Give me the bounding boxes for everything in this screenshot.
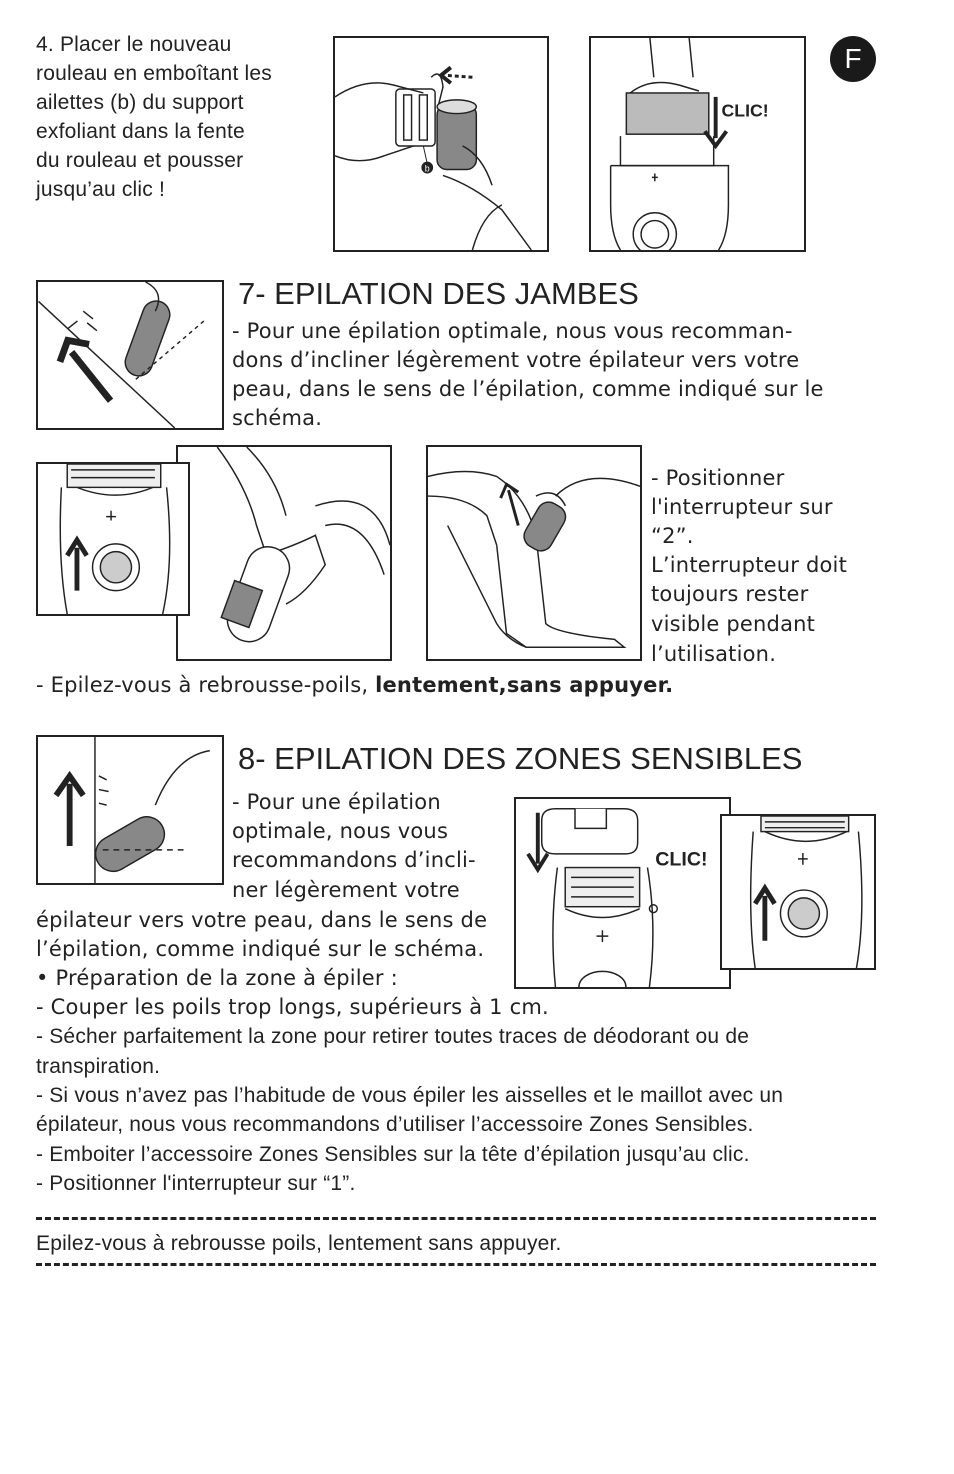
divider-bottom [36,1263,876,1266]
switch-up-illustration-2 [720,814,876,970]
text-line: épilateur vers votre peau, dans le sens de [36,908,488,932]
text-line: - Emboiter l’accessoire Zones Sensibles sur la tête d’épilation jusqu’au clic. [36,1143,750,1166]
text-line: transpiration. [36,1055,161,1078]
text-line: du rouleau et pousser [36,149,244,172]
text-line: l'interrupteur sur [651,495,833,519]
text-line: exfoliant dans la fente [36,120,245,143]
text-line: dons d’incliner légèrement votre épilateur vers votre [232,348,800,372]
text-line: - Pour une épilation optimale, nous vous recomman- [232,319,793,343]
slow-prefix: - Epilez-vous à rebrousse-poils, [36,673,376,697]
text-line: - Pour une épilation [232,790,441,814]
text-line: schéma. [232,406,323,430]
slow-bold: lentement,sans appuyer. [375,673,674,697]
divider-top [36,1217,876,1220]
text-line: l’épilation, comme indiqué sur le schéma. [36,937,485,961]
text-line: “2”. [651,524,694,548]
section7-slow-instruction [36,671,673,701]
text-line: ailettes (b) du support [36,91,244,114]
language-badge: F [830,36,876,82]
text-line: épilateur, nous vous recommandons d’utiliser l’accessoire Zones Sensibles. [36,1113,754,1136]
text-line: visible pendant [651,612,816,636]
callout-b: b [424,163,430,174]
roller-clic-illustration [589,36,806,252]
clic-label: CLIC! [655,848,708,871]
text-line: • Préparation de la zone à épiler : [36,966,398,990]
text-line: - Si vous n’avez pas l’habitude de vous épiler les aisselles et le maillot avec un [36,1084,784,1107]
section8-title: 8- EPILATION DES ZONES SENSIBLES [238,741,803,776]
text-line: - Positionner [651,466,785,490]
text-line: recommandons d’incli- [232,848,476,872]
text-line: peau, dans le sens de l’épilation, comme indiqué sur le [232,377,824,401]
sensitive-zone-angle-illustration [36,735,224,885]
text-line: L’interrupteur doit [651,553,848,577]
clic-label: CLIC! [721,100,769,121]
text-line: toujours rester [651,582,809,606]
accessory-clic-illustration [514,797,731,989]
switch-up-illustration [36,462,190,616]
text-line: - Sécher parfaitement la zone pour retirer toutes traces de déodorant ou de [36,1025,750,1048]
text-line: l’utilisation. [651,642,777,666]
text-line: - Couper les poils trop longs, supérieurs à 1 cm. [36,995,549,1019]
roller-insertion-illustration [333,36,549,252]
leg-angle-illustration [36,280,224,430]
section7-title: 7- EPILATION DES JAMBES [238,276,639,311]
text-line: 4. Placer le nouveau [36,33,232,56]
leg-epilation-illustration [426,445,642,661]
text-line: rouleau en emboîtant les [36,62,272,85]
hand-holding-epilator-illustration [176,445,392,661]
text-line: optimale, nous vous [232,819,449,843]
text-line: ner légèrement votre [232,878,460,902]
text-line: jusqu’au clic ! [36,178,166,201]
footer-note: Epilez-vous à rebrousse poils, lentement sans appuyer. [36,1232,562,1255]
text-line: - Positionner l'interrupteur sur “1”. [36,1172,356,1195]
